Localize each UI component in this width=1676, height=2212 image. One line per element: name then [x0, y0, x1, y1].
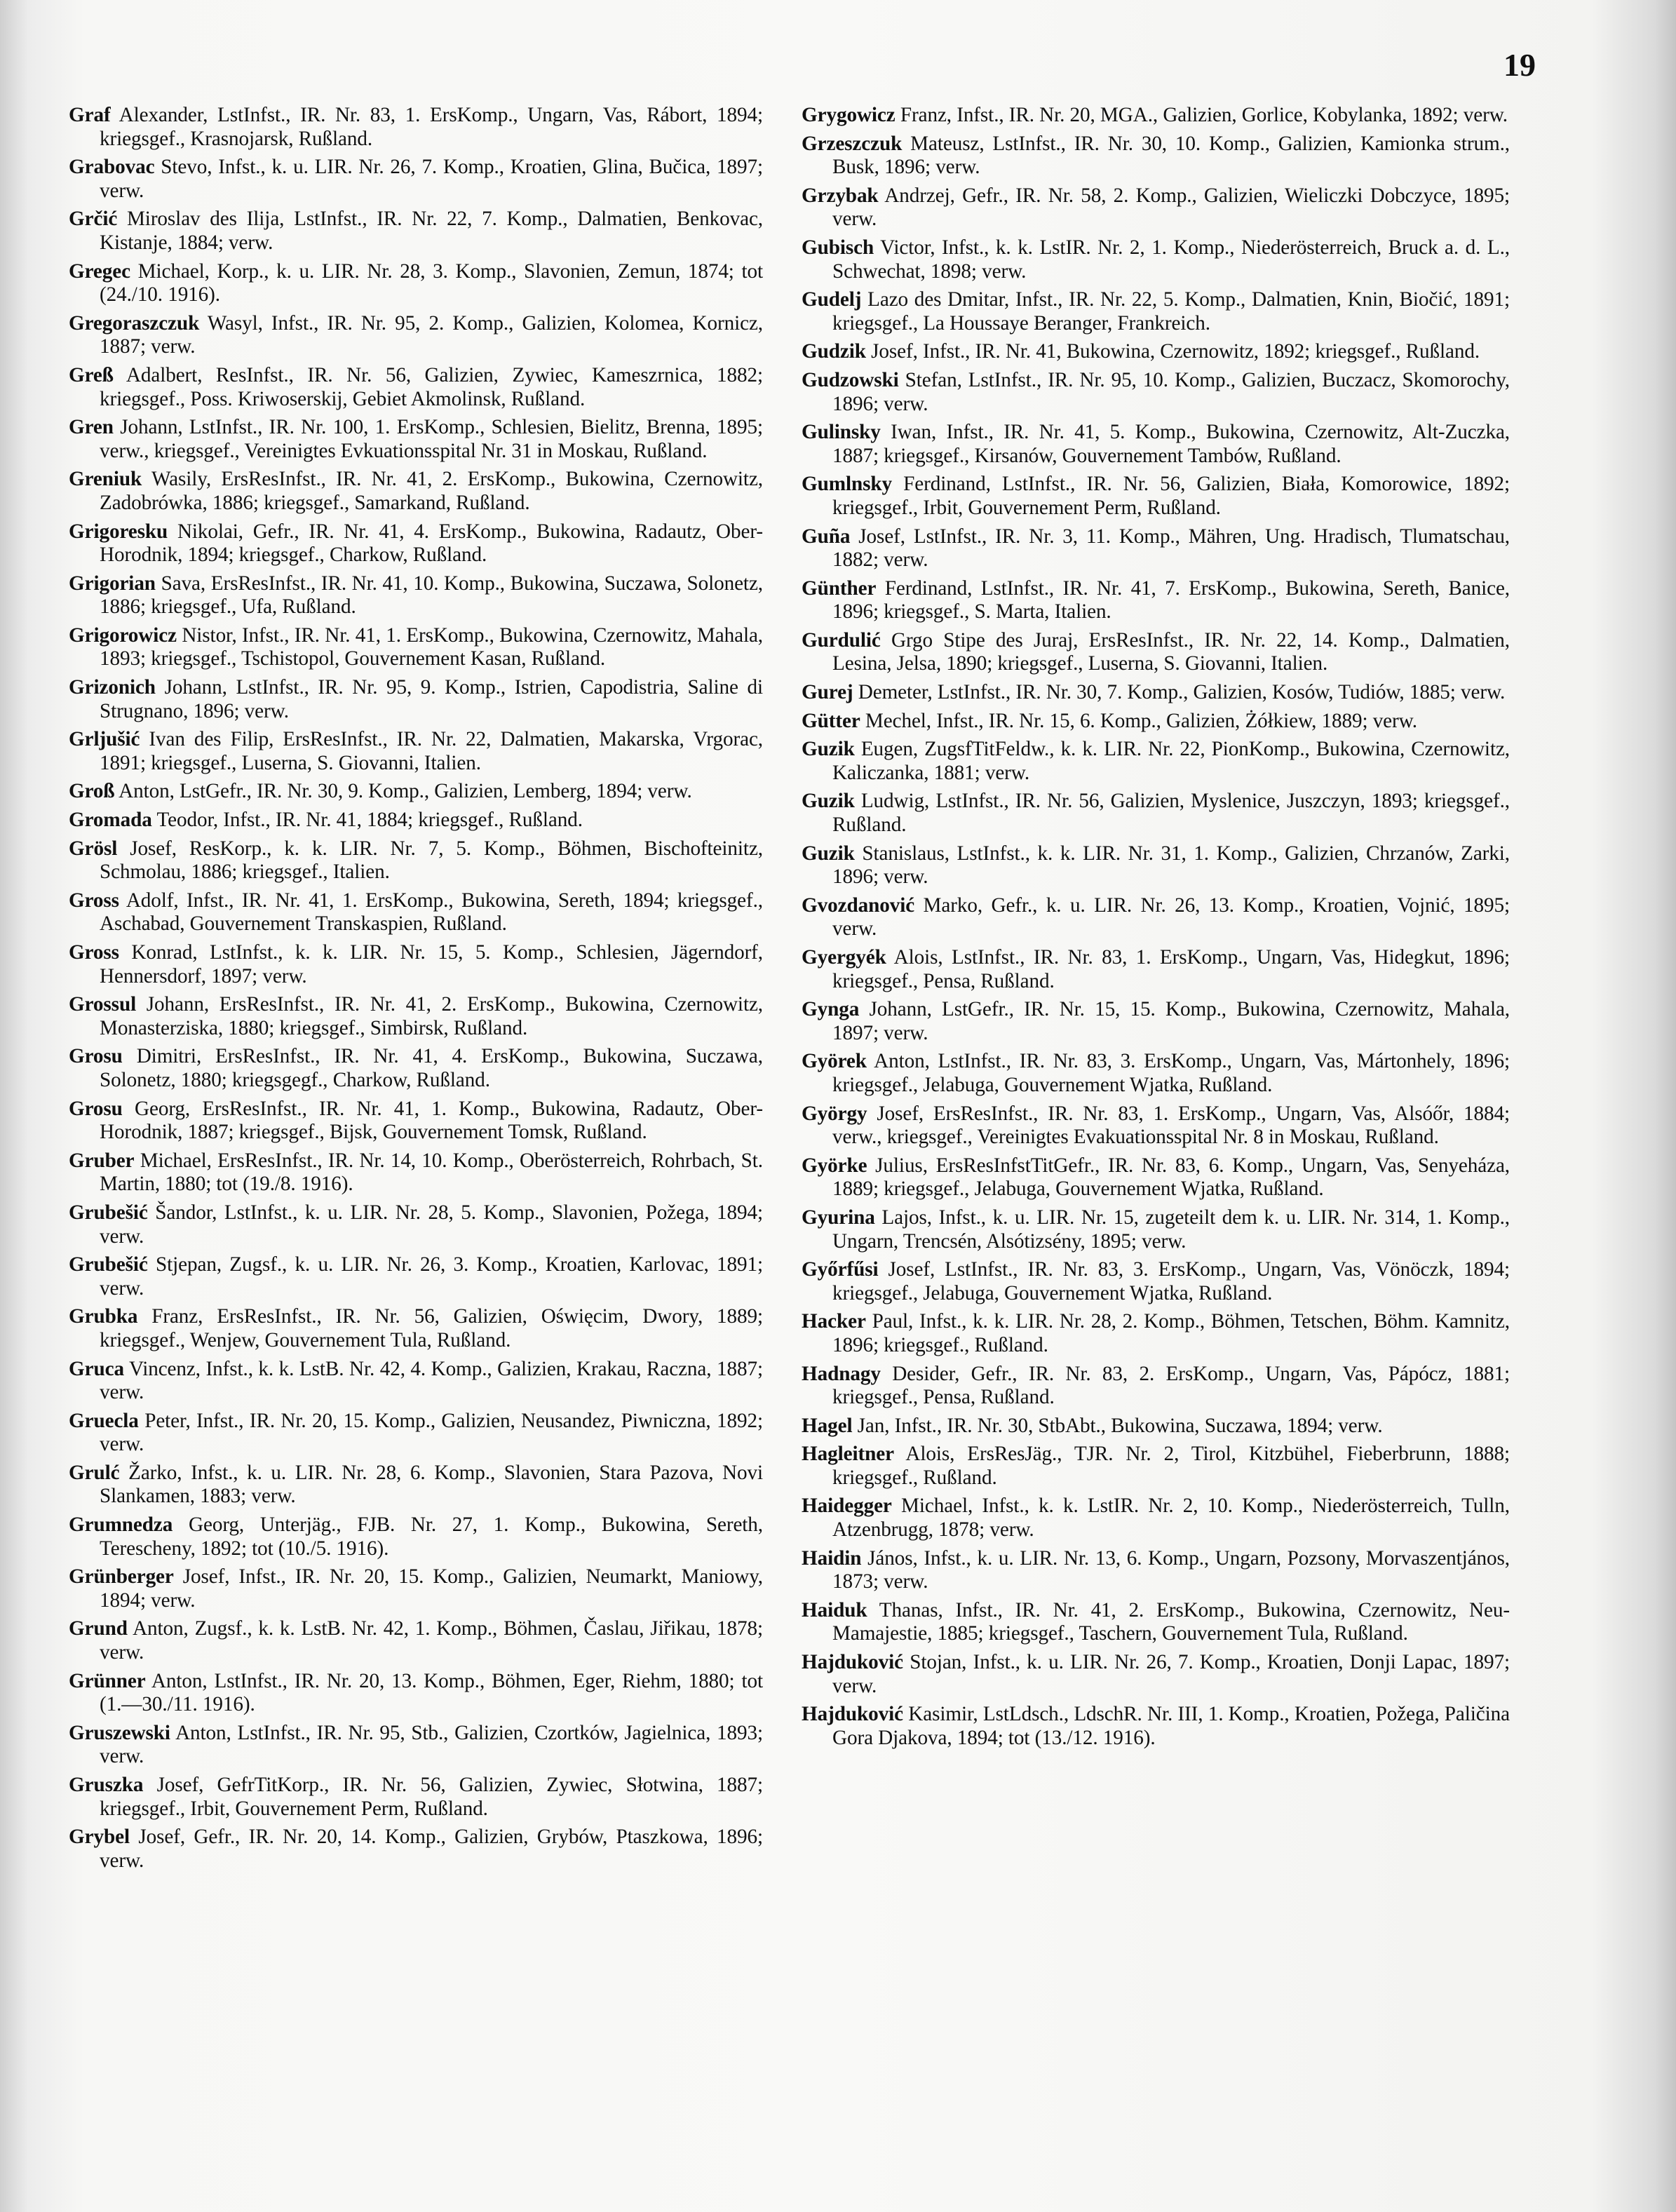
entry-surname: Hagleitner — [802, 1443, 894, 1466]
entry-details: Marko, Gefr., k. u. LIR. Nr. 26, 13. Komp., Kroatien, Vojnić, 1895; verw. — [832, 893, 1510, 940]
entry-details: Anton, Zugsf., k. k. LstB. Nr. 42, 1. Komp., Böhmen, Časlau, Jiřikau, 1878; verw. — [100, 1617, 763, 1664]
entry-surname: Gudzowski — [802, 368, 899, 391]
entry-surname: Gulinsky — [802, 421, 881, 444]
entry-surname: Gudzik — [802, 340, 866, 363]
register-entry — [69, 416, 763, 463]
entry-surname: Gross — [69, 941, 119, 964]
entry-surname: Grygowicz — [802, 104, 896, 126]
entry-surname: Gynga — [802, 998, 860, 1021]
register-entry — [69, 676, 763, 723]
entry-details: Georg, ErsResInfst., IR. Nr. 41, 1. Komp., Bukowina, Radautz, Ober-Horodnik, 1887; kriegsgef., Bijsk, Gouvernement Tomsk, Rußland. — [100, 1097, 763, 1144]
entry-details: Johann, LstGefr., IR. Nr. 15, 15. Komp., Bukowina, Czernowitz, Mahala, 1897; verw. — [832, 998, 1511, 1044]
entry-details: Stanislaus, LstInfst., k. k. LIR. Nr. 31, 1. Komp., Galizien, Chrzanów, Zarki, 1896; verw. — [832, 842, 1510, 889]
entry-surname: Gromada — [69, 809, 152, 832]
entry-surname: Graf — [69, 104, 111, 126]
register-entry — [69, 1462, 763, 1509]
register-entry — [69, 104, 763, 151]
entry-details: Žarko, Infst., k. u. LIR. Nr. 28, 6. Komp., Slavonien, Stara Pazova, Novi Slankamen, 1883; verw. — [100, 1461, 763, 1508]
register-entry — [69, 1305, 763, 1352]
entry-surname: Gyergyék — [802, 946, 886, 969]
register-entry — [69, 520, 763, 567]
register-entry — [69, 468, 763, 515]
register-entry — [802, 710, 1510, 734]
entry-details: Miroslav des Ilija, LstInfst., IR. Nr. 22, 7. Komp., Dalmatien, Benkovac, Kistanje, 1884; verw. — [100, 208, 763, 254]
entry-details: Johann, ErsResInfst., IR. Nr. 41, 2. ErsKomp., Bukowina, Czernowitz, Monasterziska, 1880; kriegsgef., Simbirsk, Rußland. — [100, 993, 763, 1039]
entry-details: Paul, Infst., k. k. LIR. Nr. 28, 2. Komp., Böhmen, Tetschen, Böhm. Kamnitz, 1896; kriegsgef., Rußland. — [832, 1310, 1510, 1356]
entry-surname: Gregec — [69, 259, 130, 283]
entry-details: Johann, LstInfst., IR. Nr. 95, 9. Komp., Istrien, Capodistria, Saline di Strugnano, 1896; verw. — [100, 676, 764, 722]
register-entry — [802, 1050, 1510, 1097]
entry-details: Šandor, LstInfst., k. u. LIR. Nr. 28, 5. Komp., Slavonien, Požega, 1894; verw. — [100, 1201, 764, 1248]
register-entry — [802, 1206, 1510, 1253]
register-entry — [802, 184, 1510, 231]
entry-surname: Gross — [69, 889, 119, 912]
entry-details: Mechel, Infst., IR. Nr. 15, 6. Komp., Galizien, Żółkiew, 1889; verw. — [865, 709, 1417, 732]
entry-details: Ivan des Filip, ErsResInfst., IR. Nr. 22, Dalmatien, Makarska, Vrgorac, 1891; kriegsgef., Luserna, S. Giovanni, Italien. — [100, 728, 764, 774]
entry-surname: Gudelj — [802, 288, 862, 311]
entry-details: Anton, LstInfst., IR. Nr. 20, 13. Komp., Böhmen, Eger, Riehm, 1880; tot (1.—30./11. 1916). — [100, 1669, 763, 1716]
register-entry — [802, 1258, 1510, 1305]
register-entry — [802, 998, 1510, 1045]
register-entry — [802, 842, 1510, 889]
register-entry — [69, 1565, 763, 1612]
entry-details: Wasily, ErsResInfst., IR. Nr. 41, 2. ErsKomp., Bukowina, Czernowitz, Zadobrówka, 1886; kriegsgef., Samarkand, Rußland. — [100, 468, 763, 514]
register-entry — [69, 260, 763, 307]
register-entry — [802, 525, 1510, 572]
entry-details: János, Infst., k. u. LIR. Nr. 13, 6. Komp., Ungarn, Pozsony, Morvaszentjános, 1873; verw. — [832, 1546, 1510, 1593]
left-column — [69, 104, 763, 1877]
entry-surname: Grizonich — [69, 676, 156, 699]
register-entry — [802, 1102, 1510, 1149]
entry-surname: Grossul — [69, 993, 137, 1016]
register-entry — [802, 738, 1510, 785]
entry-details: Kasimir, LstLdsch., LdschR. Nr. III, 1. Komp., Kroatien, Požega, Paličina Gora Djakova, 1894; tot (13./12. 1916). — [832, 1703, 1510, 1749]
entry-surname: Gubisch — [802, 236, 874, 259]
entry-details: Dimitri, ErsResInfst., IR. Nr. 41, 4. ErsKomp., Bukowina, Suczawa, Solonetz, 1880; kriegsgegf., Charkow, Rußland. — [100, 1045, 763, 1091]
entry-details: Alois, ErsResJäg., TJR. Nr. 2, Tirol, Kitzbühel, Fieberbrunn, 1888; kriegsgef., Rußland. — [832, 1443, 1510, 1489]
entry-details: Josef, Infst., IR. Nr. 41, Bukowina, Czernowitz, 1892; kriegsgef., Rußland. — [871, 340, 1480, 363]
entry-surname: Haidegger — [802, 1495, 892, 1518]
entry-surname: Gregoraszczuk — [69, 311, 200, 335]
register-entry — [69, 1201, 763, 1248]
entry-details: Konrad, LstInfst., k. k. LIR. Nr. 15, 5. Komp., Schlesien, Jägerndorf, Hennersdorf, 1897; verw. — [100, 941, 764, 987]
entry-surname: Grubešić — [69, 1201, 148, 1224]
entry-surname: Greniuk — [69, 468, 142, 491]
register-entry — [802, 236, 1510, 283]
entry-details: Desider, Gefr., IR. Nr. 83, 2. ErsKomp., Ungarn, Vas, Pápócz, 1881; kriegsgef., Pensa, Rußland. — [832, 1362, 1510, 1409]
entry-surname: Greß — [69, 363, 114, 386]
entry-surname: Gruber — [69, 1149, 135, 1172]
entry-surname: Grčić — [69, 208, 118, 231]
register-entry — [802, 1443, 1510, 1490]
entry-surname: Gütter — [802, 709, 860, 732]
entry-details: Michael, ErsResInfst., IR. Nr. 14, 10. Komp., Oberösterreich, Rohrbach, St. Martin, 1880; tot (19./8. 1916). — [100, 1149, 763, 1196]
entry-surname: Györke — [802, 1154, 867, 1177]
register-entry — [69, 624, 763, 671]
entry-surname: György — [802, 1102, 867, 1125]
entry-details: Julius, ErsResInfstTitGefr., IR. Nr. 83, 6. Komp., Ungarn, Vas, Senyeháza, 1889; kriegsgef., Jelabuga, Gouvernement Wjatka, Rußland. — [832, 1154, 1511, 1201]
entry-details: Franz, Infst., IR. Nr. 20, MGA., Galizien, Gorlice, Kobylanka, 1892; verw. — [900, 104, 1508, 126]
entry-details: Andrzej, Gefr., IR. Nr. 58, 2. Komp., Galizien, Wieliczki Dobczyce, 1895; verw. — [832, 184, 1511, 231]
register-entry — [802, 1599, 1510, 1646]
entry-surname: Grosu — [69, 1097, 123, 1120]
entry-details: Georg, Unterjäg., FJB. Nr. 27, 1. Komp., Bukowina, Sereth, Terescheny, 1892; tot (10./5. 1916). — [100, 1513, 763, 1560]
register-entry — [802, 577, 1510, 624]
entry-surname: Gruecla — [69, 1409, 139, 1432]
entry-details: Victor, Infst., k. k. LstIR. Nr. 2, 1. Komp., Niederösterreich, Bruck a. d. L., Schwechat, 1898; verw. — [832, 236, 1510, 283]
entry-details: Josef, GefrTitKorp., IR. Nr. 56, Galizien, Zywiec, Słotwina, 1887; kriegsgef., Irbit, Gouvernement Perm, Rußland. — [100, 1774, 763, 1820]
entry-surname: Gumlnsky — [802, 473, 892, 496]
entry-details: Sava, ErsResInfst., IR. Nr. 41, 10. Komp., Bukowina, Suczawa, Solonetz, 1886; kriegsgef., Ufa, Rußland. — [100, 572, 763, 619]
entry-details: Josef, ErsResInfst., IR. Nr. 83, 1. ErsKomp., Ungarn, Vas, Alsóőr, 1884; verw., kriegsgef., Vereinigtes Evakuationsspital Nr. 8 in Moskau, Rußland. — [832, 1102, 1511, 1149]
entry-details: Josef, ResKorp., k. k. LIR. Nr. 7, 5. Komp., Böhmen, Bischofteinitz, Schmolau, 1886; kriegsgef., Italien. — [100, 837, 763, 884]
entry-details: Ferdinand, LstInfst., IR. Nr. 41, 7. ErsKomp., Bukowina, Sereth, Banice, 1896; kriegsgef., S. Marta, Italien. — [832, 576, 1511, 623]
register-entry — [69, 208, 763, 255]
entry-details: Michael, Infst., k. k. LstIR. Nr. 2, 10. Komp., Niederösterreich, Tulln, Atzenbrugg, 1878; verw. — [832, 1495, 1510, 1542]
register-entry — [69, 1670, 763, 1717]
entry-details: Grgo Stipe des Juraj, ErsResInfst., IR. Nr. 22, 14. Komp., Dalmatien, Lesina, Jelsa, 1890; kriegsgef., Luserna, S. Giovanni, Italien. — [832, 628, 1510, 675]
register-entry — [802, 340, 1510, 364]
entry-details: Ludwig, LstInfst., IR. Nr. 56, Galizien, Myslenice, Juszczyn, 1893; kriegsgef., Rußland. — [832, 790, 1510, 837]
register-entry — [69, 993, 763, 1040]
entry-surname: Grubešić — [69, 1253, 148, 1276]
entry-details: Jan, Infst., IR. Nr. 30, StbAbt., Bukowina, Suczawa, 1894; verw. — [857, 1414, 1383, 1437]
entry-details: Josef, Infst., IR. Nr. 20, 15. Komp., Galizien, Neumarkt, Maniowy, 1894; verw. — [100, 1565, 764, 1612]
entry-surname: Hagel — [802, 1414, 853, 1437]
register-entry — [69, 1513, 763, 1560]
entry-details: Josef, LstInfst., IR. Nr. 83, 3. ErsKomp., Ungarn, Vas, Vönöczk, 1894; kriegsgef., Jelabuga, Gouvernement Wjatka, Rußland. — [832, 1258, 1511, 1304]
register-entry — [69, 809, 763, 832]
register-entry — [802, 1415, 1510, 1438]
entry-surname: Grulć — [69, 1461, 120, 1484]
register-entry — [802, 946, 1510, 993]
entry-details: Demeter, LstInfst., IR. Nr. 30, 7. Komp., Galizien, Kosów, Tudiów, 1885; verw. — [858, 681, 1506, 704]
entry-surname: Grigoresku — [69, 520, 168, 543]
entry-details: Adolf, Infst., IR. Nr. 41, 1. ErsKomp., Bukowina, Sereth, 1894; kriegsgef., Aschabad, Gouvernement Transkaspien, Rußland. — [100, 889, 764, 936]
entry-details: Stevo, Infst., k. u. LIR. Nr. 26, 7. Komp., Kroatien, Glina, Bučica, 1897; verw. — [100, 156, 763, 202]
entry-surname: Guña — [802, 525, 851, 548]
entry-details: Nikolai, Gefr., IR. Nr. 41, 4. ErsKomp., Bukowina, Radautz, Ober-Horodnik, 1894; kriegsgef., Charkow, Rußland. — [100, 520, 763, 567]
register-entry — [802, 1154, 1510, 1201]
entry-details: Vincenz, Infst., k. k. LstB. Nr. 42, 4. Komp., Galizien, Krakau, Raczna, 1887; verw. — [100, 1357, 763, 1404]
register-entry — [69, 1358, 763, 1405]
entry-surname: Grosu — [69, 1045, 123, 1068]
entry-surname: Grünner — [69, 1669, 146, 1692]
entry-details: Peter, Infst., IR. Nr. 20, 15. Komp., Galizien, Neusandez, Piwniczna, 1892; verw. — [100, 1409, 763, 1456]
register-entry — [802, 1363, 1510, 1410]
entry-details: Eugen, ZugsfTitFeldw., k. k. LIR. Nr. 22, PionKomp., Bukowina, Czernowitz, Kaliczanka, 1881; verw. — [832, 738, 1511, 784]
register-entry — [69, 941, 763, 988]
register-entry — [802, 104, 1510, 128]
entry-details: Stojan, Infst., k. u. LIR. Nr. 26, 7. Komp., Kroatien, Donji Lapac, 1897; verw. — [832, 1651, 1511, 1697]
register-entry — [802, 288, 1510, 335]
register-entry — [69, 1149, 763, 1196]
entry-surname: Grigorian — [69, 572, 156, 595]
right-column — [802, 104, 1510, 1755]
entry-details: Nistor, Infst., IR. Nr. 41, 1. ErsKomp., Bukowina, Czernowitz, Mahala, 1893; kriegsgef., Tschistopol, Gouvernement Kasan, Rußland. — [100, 623, 764, 670]
entry-details: Alois, LstInfst., IR. Nr. 83, 1. ErsKomp., Ungarn, Vas, Hidegkut, 1896; kriegsgef., Pensa, Rußland. — [832, 946, 1510, 992]
entry-surname: Gyurina — [802, 1206, 875, 1229]
entry-details: Johann, LstInfst., IR. Nr. 100, 1. ErsKomp., Schlesien, Bielitz, Brenna, 1895; verw., kriegsgef., Vereinigtes Evkuationsspital Nr. 31 in Moskau, Rußland. — [100, 416, 763, 462]
register-entry — [802, 369, 1510, 416]
register-entry — [69, 1410, 763, 1457]
entry-surname: Gurej — [802, 681, 853, 704]
entry-details: Josef, Gefr., IR. Nr. 20, 14. Komp., Galizien, Grybów, Ptaszkowa, 1896; verw. — [100, 1826, 763, 1872]
register-entry — [69, 889, 763, 936]
entry-details: Anton, LstInfst., IR. Nr. 95, Stb., Galizien, Czortków, Jagielnica, 1893; verw. — [100, 1721, 763, 1768]
entry-surname: Hajduković — [802, 1703, 903, 1726]
entry-surname: Gurdulić — [802, 628, 881, 652]
entry-details: Alexander, LstInfst., IR. Nr. 83, 1. ErsKomp., Ungarn, Vas, Rábort, 1894; kriegsgef., Krasnojarsk, Rußland. — [100, 104, 764, 150]
register-entry — [69, 1774, 763, 1821]
entry-surname: Grzybak — [802, 184, 879, 207]
entry-details: Anton, LstGefr., IR. Nr. 30, 9. Komp., Galizien, Lemberg, 1894; verw. — [119, 780, 692, 803]
entry-surname: Guzik — [802, 842, 855, 865]
entry-details: Adalbert, ResInfst., IR. Nr. 56, Galizien, Zywiec, Kameszrnica, 1882; kriegsgef., Poss. Kriwoserskij, Gebiet Akmolinsk, Rußland. — [100, 363, 764, 410]
page-number: 19 — [1503, 47, 1536, 83]
register-entry — [802, 1703, 1510, 1750]
entry-surname: Haiduk — [802, 1598, 867, 1621]
register-entry — [69, 1098, 763, 1145]
entry-surname: Hajduković — [802, 1651, 903, 1674]
entry-surname: Grumnedza — [69, 1513, 173, 1537]
entry-details: Iwan, Infst., IR. Nr. 41, 5. Komp., Bukowina, Czernowitz, Alt-Zuczka, 1887; kriegsgef., Kirsanów, Gouvernement Tambów, Rußland. — [832, 421, 1510, 467]
register-entry — [69, 1045, 763, 1092]
entry-details: Thanas, Infst., IR. Nr. 41, 2. ErsKomp., Bukowina, Czernowitz, Neu-Mamajestie, 1885; kriegsgef., Taschern, Gouvernement Tula, Rußland. — [832, 1598, 1510, 1645]
register-entry — [802, 894, 1510, 941]
entry-surname: Gruszewski — [69, 1721, 170, 1744]
entry-details: Lajos, Infst., k. u. LIR. Nr. 15, zugeteilt dem k. u. LIR. Nr. 314, 1. Komp., Ungarn, Trencsén, Alsótizsény, 1895; verw. — [832, 1206, 1511, 1253]
register-entry — [69, 1826, 763, 1873]
register-entry — [69, 780, 763, 804]
entry-details: Anton, LstInfst., IR. Nr. 83, 3. ErsKomp., Ungarn, Vas, Mártonhely, 1896; kriegsgef., Jelabuga, Gouvernement Wjatka, Rußland. — [832, 1050, 1510, 1096]
entry-surname: Günther — [802, 576, 877, 600]
entry-surname: Grösl — [69, 837, 118, 860]
register-entry — [802, 1310, 1510, 1357]
register-entry — [802, 473, 1510, 520]
register-entry — [802, 421, 1510, 468]
register-entry — [69, 156, 763, 203]
entry-surname: Hacker — [802, 1310, 866, 1333]
entry-surname: Győrfűsi — [802, 1258, 879, 1281]
entry-details: Lazo des Dmitar, Infst., IR. Nr. 22, 5. Komp., Dalmatien, Knin, Biočić, 1891; kriegsgef., La Houssaye Beranger, Frankreich. — [832, 288, 1510, 335]
entry-details: Josef, LstInfst., IR. Nr. 3, 11. Komp., Mähren, Ung. Hradisch, Tlumatschau, 1882; verw. — [832, 525, 1511, 572]
register-entry — [69, 728, 763, 775]
entry-surname: Grabovac — [69, 156, 155, 179]
register-entry — [802, 133, 1510, 180]
entry-surname: Groß — [69, 780, 115, 803]
entry-surname: Gvozdanović — [802, 893, 915, 917]
entry-details: Franz, ErsResInfst., IR. Nr. 56, Galizien, Oświęcim, Dwory, 1889; kriegsgef., Wenjew, Gouvernement Tula, Rußland. — [100, 1305, 763, 1351]
register-entry — [802, 1651, 1510, 1698]
entry-surname: Grünberger — [69, 1565, 174, 1589]
entry-surname: Györek — [802, 1050, 867, 1073]
entry-surname: Grzeszczuk — [802, 132, 903, 155]
entry-details: Wasyl, Infst., IR. Nr. 95, 2. Komp., Galizien, Kolomea, Kornicz, 1887; verw. — [100, 311, 764, 358]
register-entry — [69, 1253, 763, 1300]
register-entry — [69, 837, 763, 884]
register-entry — [802, 1495, 1510, 1542]
entry-surname: Hadnagy — [802, 1362, 881, 1385]
entry-surname: Gruszka — [69, 1774, 144, 1796]
register-entry — [69, 312, 763, 359]
entry-surname: Guzik — [802, 790, 855, 813]
register-entry — [802, 790, 1510, 837]
register-entry — [802, 681, 1510, 705]
register-entry — [69, 572, 763, 619]
entry-surname: Haidin — [802, 1546, 862, 1570]
register-entry — [802, 1547, 1510, 1594]
entry-surname: Gren — [69, 416, 114, 439]
register-entry — [69, 364, 763, 411]
register-entry — [69, 1617, 763, 1664]
entry-surname: Gruca — [69, 1357, 124, 1380]
entry-surname: Guzik — [802, 738, 855, 761]
entry-surname: Grund — [69, 1617, 128, 1640]
entry-details: Michael, Korp., k. u. LIR. Nr. 28, 3. Komp., Slavonien, Zemun, 1874; tot (24./10. 1916). — [100, 259, 763, 306]
entry-details: Stefan, LstInfst., IR. Nr. 95, 10. Komp., Galizien, Buczacz, Skomorochy, 1896; verw. — [832, 368, 1511, 415]
entry-details: Teodor, Infst., IR. Nr. 41, 1884; kriegsgef., Rußland. — [156, 809, 583, 832]
entry-details: Ferdinand, LstInfst., IR. Nr. 56, Galizien, Biała, Komorowice, 1892; kriegsgef., Irbit, Gouvernement Perm, Rußland. — [832, 473, 1511, 519]
register-entry — [802, 629, 1510, 676]
entry-surname: Grigorowicz — [69, 623, 177, 647]
entry-surname: Grljušić — [69, 728, 140, 751]
entry-details: Mateusz, LstInfst., IR. Nr. 30, 10. Komp., Galizien, Kamionka strum., Busk, 1896; verw. — [832, 132, 1510, 179]
entry-surname: Grybel — [69, 1826, 130, 1849]
entry-details: Stjepan, Zugsf., k. u. LIR. Nr. 26, 3. Komp., Kroatien, Karlovac, 1891; verw. — [100, 1253, 763, 1300]
entry-surname: Grubka — [69, 1305, 138, 1328]
register-entry — [69, 1722, 763, 1769]
